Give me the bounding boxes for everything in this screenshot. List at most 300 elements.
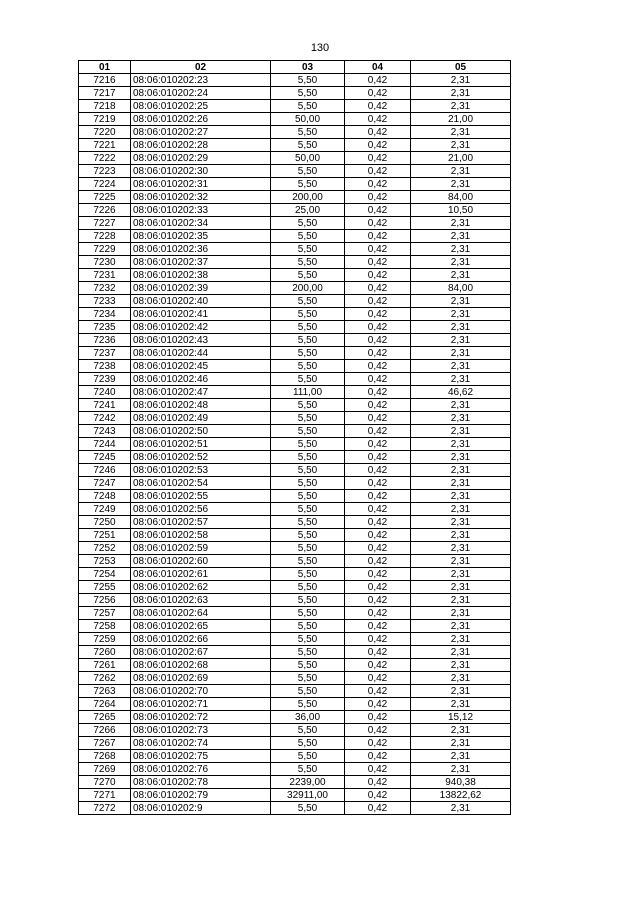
amount-cell: 2,31 xyxy=(411,542,511,555)
table-row xyxy=(79,581,511,594)
row-number-cell: 7259 xyxy=(79,633,131,646)
rate-cell: 0,42 xyxy=(345,750,411,763)
amount-cell: 2,31 xyxy=(411,737,511,750)
area-cell: 32911,00 xyxy=(271,789,345,802)
cadastral-number-cell: 08:06:010202:34 xyxy=(131,217,271,230)
area-cell: 5,50 xyxy=(271,477,345,490)
area-cell: 5,50 xyxy=(271,646,345,659)
area-cell: 5,50 xyxy=(271,243,345,256)
area-cell: 5,50 xyxy=(271,126,345,139)
rate-cell: 0,42 xyxy=(345,555,411,568)
amount-cell: 2,31 xyxy=(411,750,511,763)
area-cell: 5,50 xyxy=(271,620,345,633)
row-number-cell: 7220 xyxy=(79,126,131,139)
row-number-cell: 7232 xyxy=(79,282,131,295)
area-cell: 5,50 xyxy=(271,347,345,360)
area-cell: 5,50 xyxy=(271,217,345,230)
table-row xyxy=(79,243,511,256)
rate-cell: 0,42 xyxy=(345,672,411,685)
rate-cell: 0,42 xyxy=(345,607,411,620)
area-cell: 5,50 xyxy=(271,750,345,763)
amount-cell: 2,31 xyxy=(411,490,511,503)
table-row xyxy=(79,399,511,412)
table-row xyxy=(79,750,511,763)
table-row xyxy=(79,295,511,308)
cadastral-number-cell: 08:06:010202:31 xyxy=(131,178,271,191)
amount-cell: 2,31 xyxy=(411,100,511,113)
rate-cell: 0,42 xyxy=(345,802,411,815)
row-number-cell: 7228 xyxy=(79,230,131,243)
row-number-cell: 7245 xyxy=(79,451,131,464)
row-number-cell: 7233 xyxy=(79,295,131,308)
amount-cell: 2,31 xyxy=(411,672,511,685)
rate-cell: 0,42 xyxy=(345,698,411,711)
row-number-cell: 7254 xyxy=(79,568,131,581)
cadastral-number-cell: 08:06:010202:68 xyxy=(131,659,271,672)
rate-cell: 0,42 xyxy=(345,243,411,256)
row-number-cell: 7223 xyxy=(79,165,131,178)
rate-cell: 0,42 xyxy=(345,321,411,334)
amount-cell: 2,31 xyxy=(411,230,511,243)
amount-cell: 2,31 xyxy=(411,451,511,464)
area-cell: 5,50 xyxy=(271,737,345,750)
amount-cell: 2,31 xyxy=(411,568,511,581)
area-cell: 5,50 xyxy=(271,412,345,425)
area-cell: 5,50 xyxy=(271,425,345,438)
area-cell: 5,50 xyxy=(271,308,345,321)
row-number-cell: 7237 xyxy=(79,347,131,360)
amount-cell: 2,31 xyxy=(411,139,511,152)
area-cell: 5,50 xyxy=(271,87,345,100)
area-cell: 5,50 xyxy=(271,672,345,685)
area-cell: 5,50 xyxy=(271,698,345,711)
table-row xyxy=(79,217,511,230)
amount-cell: 2,31 xyxy=(411,373,511,386)
row-number-cell: 7247 xyxy=(79,477,131,490)
cadastral-number-cell: 08:06:010202:49 xyxy=(131,412,271,425)
area-cell: 25,00 xyxy=(271,204,345,217)
cadastral-number-cell: 08:06:010202:48 xyxy=(131,399,271,412)
table-row xyxy=(79,126,511,139)
amount-cell: 2,31 xyxy=(411,243,511,256)
table-row xyxy=(79,438,511,451)
amount-cell: 2,31 xyxy=(411,438,511,451)
rate-cell: 0,42 xyxy=(345,711,411,724)
amount-cell: 2,31 xyxy=(411,399,511,412)
table-row xyxy=(79,529,511,542)
area-cell: 5,50 xyxy=(271,256,345,269)
data-table xyxy=(78,60,511,815)
cadastral-number-cell: 08:06:010202:28 xyxy=(131,139,271,152)
cadastral-number-cell: 08:06:010202:79 xyxy=(131,789,271,802)
amount-cell: 2,31 xyxy=(411,503,511,516)
table-row xyxy=(79,269,511,282)
table-row xyxy=(79,321,511,334)
table-row xyxy=(79,737,511,750)
cadastral-number-cell: 08:06:010202:26 xyxy=(131,113,271,126)
table-row xyxy=(79,802,511,815)
rate-cell: 0,42 xyxy=(345,178,411,191)
rate-cell: 0,42 xyxy=(345,581,411,594)
table-row xyxy=(79,672,511,685)
row-number-cell: 7218 xyxy=(79,100,131,113)
amount-cell: 46,62 xyxy=(411,386,511,399)
cadastral-number-cell: 08:06:010202:75 xyxy=(131,750,271,763)
cadastral-number-cell: 08:06:010202:66 xyxy=(131,633,271,646)
cadastral-number-cell: 08:06:010202:69 xyxy=(131,672,271,685)
rate-cell: 0,42 xyxy=(345,295,411,308)
amount-cell: 21,00 xyxy=(411,113,511,126)
cadastral-number-cell: 08:06:010202:71 xyxy=(131,698,271,711)
area-cell: 5,50 xyxy=(271,74,345,87)
table-row xyxy=(79,74,511,87)
amount-cell: 15,12 xyxy=(411,711,511,724)
row-number-cell: 7268 xyxy=(79,750,131,763)
table-row xyxy=(79,646,511,659)
area-cell: 5,50 xyxy=(271,568,345,581)
table-row xyxy=(79,308,511,321)
column-header-02: 02 xyxy=(131,61,271,74)
table-row xyxy=(79,776,511,789)
amount-cell: 13822,62 xyxy=(411,789,511,802)
row-number-cell: 7253 xyxy=(79,555,131,568)
cadastral-number-cell: 08:06:010202:36 xyxy=(131,243,271,256)
row-number-cell: 7262 xyxy=(79,672,131,685)
row-number-cell: 7230 xyxy=(79,256,131,269)
cadastral-number-cell: 08:06:010202:43 xyxy=(131,334,271,347)
row-number-cell: 7224 xyxy=(79,178,131,191)
cadastral-number-cell: 08:06:010202:56 xyxy=(131,503,271,516)
rate-cell: 0,42 xyxy=(345,789,411,802)
area-cell: 111,00 xyxy=(271,386,345,399)
table-row xyxy=(79,542,511,555)
table-row xyxy=(79,139,511,152)
amount-cell: 2,31 xyxy=(411,724,511,737)
area-cell: 5,50 xyxy=(271,399,345,412)
row-number-cell: 7260 xyxy=(79,646,131,659)
row-number-cell: 7216 xyxy=(79,74,131,87)
table-row xyxy=(79,451,511,464)
area-cell: 5,50 xyxy=(271,763,345,776)
cadastral-number-cell: 08:06:010202:62 xyxy=(131,581,271,594)
area-cell: 5,50 xyxy=(271,724,345,737)
table-row xyxy=(79,256,511,269)
area-cell: 5,50 xyxy=(271,451,345,464)
cadastral-number-cell: 08:06:010202:40 xyxy=(131,295,271,308)
rate-cell: 0,42 xyxy=(345,165,411,178)
row-number-cell: 7248 xyxy=(79,490,131,503)
rate-cell: 0,42 xyxy=(345,87,411,100)
rate-cell: 0,42 xyxy=(345,568,411,581)
cadastral-number-cell: 08:06:010202:54 xyxy=(131,477,271,490)
cadastral-number-cell: 08:06:010202:32 xyxy=(131,191,271,204)
row-number-cell: 7246 xyxy=(79,464,131,477)
column-header-04: 04 xyxy=(345,61,411,74)
amount-cell: 2,31 xyxy=(411,620,511,633)
rate-cell: 0,42 xyxy=(345,438,411,451)
rate-cell: 0,42 xyxy=(345,308,411,321)
amount-cell: 2,31 xyxy=(411,360,511,373)
rate-cell: 0,42 xyxy=(345,230,411,243)
cadastral-number-cell: 08:06:010202:39 xyxy=(131,282,271,295)
row-number-cell: 7243 xyxy=(79,425,131,438)
row-number-cell: 7231 xyxy=(79,269,131,282)
amount-cell: 21,00 xyxy=(411,152,511,165)
table-row xyxy=(79,100,511,113)
area-cell: 200,00 xyxy=(271,191,345,204)
table-row xyxy=(79,555,511,568)
amount-cell: 84,00 xyxy=(411,191,511,204)
table-row xyxy=(79,191,511,204)
cadastral-number-cell: 08:06:010202:65 xyxy=(131,620,271,633)
amount-cell: 2,31 xyxy=(411,87,511,100)
area-cell: 5,50 xyxy=(271,230,345,243)
amount-cell: 2,31 xyxy=(411,477,511,490)
rate-cell: 0,42 xyxy=(345,373,411,386)
area-cell: 5,50 xyxy=(271,581,345,594)
area-cell: 5,50 xyxy=(271,516,345,529)
cadastral-number-cell: 08:06:010202:27 xyxy=(131,126,271,139)
row-number-cell: 7244 xyxy=(79,438,131,451)
row-number-cell: 7227 xyxy=(79,217,131,230)
rate-cell: 0,42 xyxy=(345,100,411,113)
rate-cell: 0,42 xyxy=(345,464,411,477)
amount-cell: 2,31 xyxy=(411,581,511,594)
amount-cell: 10,50 xyxy=(411,204,511,217)
area-cell: 5,50 xyxy=(271,139,345,152)
table-row xyxy=(79,698,511,711)
amount-cell: 2,31 xyxy=(411,685,511,698)
table-row xyxy=(79,282,511,295)
cadastral-number-cell: 08:06:010202:41 xyxy=(131,308,271,321)
amount-cell: 2,31 xyxy=(411,698,511,711)
amount-cell: 2,31 xyxy=(411,555,511,568)
row-number-cell: 7264 xyxy=(79,698,131,711)
amount-cell: 2,31 xyxy=(411,425,511,438)
rate-cell: 0,42 xyxy=(345,451,411,464)
amount-cell: 2,31 xyxy=(411,334,511,347)
amount-cell: 2,31 xyxy=(411,256,511,269)
rate-cell: 0,42 xyxy=(345,477,411,490)
rate-cell: 0,42 xyxy=(345,204,411,217)
row-number-cell: 7252 xyxy=(79,542,131,555)
cadastral-number-cell: 08:06:010202:38 xyxy=(131,269,271,282)
row-number-cell: 7240 xyxy=(79,386,131,399)
table-row xyxy=(79,620,511,633)
rate-cell: 0,42 xyxy=(345,334,411,347)
cadastral-number-cell: 08:06:010202:60 xyxy=(131,555,271,568)
cadastral-number-cell: 08:06:010202:9 xyxy=(131,802,271,815)
table-row xyxy=(79,178,511,191)
cadastral-number-cell: 08:06:010202:63 xyxy=(131,594,271,607)
table-row xyxy=(79,165,511,178)
amount-cell: 2,31 xyxy=(411,178,511,191)
row-number-cell: 7266 xyxy=(79,724,131,737)
table-row xyxy=(79,152,511,165)
table-row xyxy=(79,490,511,503)
area-cell: 5,50 xyxy=(271,633,345,646)
table-row xyxy=(79,204,511,217)
row-number-cell: 7265 xyxy=(79,711,131,724)
rate-cell: 0,42 xyxy=(345,282,411,295)
amount-cell: 2,31 xyxy=(411,269,511,282)
area-cell: 5,50 xyxy=(271,438,345,451)
area-cell: 36,00 xyxy=(271,711,345,724)
amount-cell: 2,31 xyxy=(411,126,511,139)
cadastral-number-cell: 08:06:010202:30 xyxy=(131,165,271,178)
rate-cell: 0,42 xyxy=(345,256,411,269)
amount-cell: 2,31 xyxy=(411,295,511,308)
rate-cell: 0,42 xyxy=(345,620,411,633)
row-number-cell: 7256 xyxy=(79,594,131,607)
cadastral-number-cell: 08:06:010202:42 xyxy=(131,321,271,334)
cadastral-number-cell: 08:06:010202:72 xyxy=(131,711,271,724)
rate-cell: 0,42 xyxy=(345,776,411,789)
row-number-cell: 7255 xyxy=(79,581,131,594)
table-row xyxy=(79,386,511,399)
cadastral-number-cell: 08:06:010202:25 xyxy=(131,100,271,113)
table-row xyxy=(79,568,511,581)
amount-cell: 2,31 xyxy=(411,74,511,87)
table-row xyxy=(79,464,511,477)
rate-cell: 0,42 xyxy=(345,633,411,646)
area-cell: 50,00 xyxy=(271,113,345,126)
row-number-cell: 7263 xyxy=(79,685,131,698)
column-header-05: 05 xyxy=(411,61,511,74)
area-cell: 5,50 xyxy=(271,555,345,568)
row-number-cell: 7238 xyxy=(79,360,131,373)
row-number-cell: 7225 xyxy=(79,191,131,204)
table-row xyxy=(79,711,511,724)
cadastral-number-cell: 08:06:010202:46 xyxy=(131,373,271,386)
table-row xyxy=(79,360,511,373)
table-row xyxy=(79,789,511,802)
area-cell: 5,50 xyxy=(271,607,345,620)
cadastral-number-cell: 08:06:010202:35 xyxy=(131,230,271,243)
area-cell: 5,50 xyxy=(271,360,345,373)
rate-cell: 0,42 xyxy=(345,724,411,737)
cadastral-number-cell: 08:06:010202:78 xyxy=(131,776,271,789)
area-cell: 5,50 xyxy=(271,594,345,607)
cadastral-number-cell: 08:06:010202:57 xyxy=(131,516,271,529)
amount-cell: 2,31 xyxy=(411,217,511,230)
cadastral-number-cell: 08:06:010202:61 xyxy=(131,568,271,581)
cadastral-number-cell: 08:06:010202:37 xyxy=(131,256,271,269)
table-row xyxy=(79,607,511,620)
cadastral-number-cell: 08:06:010202:23 xyxy=(131,74,271,87)
amount-cell: 2,31 xyxy=(411,516,511,529)
row-number-cell: 7235 xyxy=(79,321,131,334)
row-number-cell: 7221 xyxy=(79,139,131,152)
rate-cell: 0,42 xyxy=(345,685,411,698)
amount-cell: 2,31 xyxy=(411,633,511,646)
table-row xyxy=(79,659,511,672)
area-cell: 5,50 xyxy=(271,490,345,503)
amount-cell: 2,31 xyxy=(411,659,511,672)
row-number-cell: 7261 xyxy=(79,659,131,672)
row-number-cell: 7272 xyxy=(79,802,131,815)
row-number-cell: 7219 xyxy=(79,113,131,126)
area-cell: 50,00 xyxy=(271,152,345,165)
rate-cell: 0,42 xyxy=(345,152,411,165)
table-row xyxy=(79,347,511,360)
cadastral-number-cell: 08:06:010202:44 xyxy=(131,347,271,360)
cadastral-number-cell: 08:06:010202:76 xyxy=(131,763,271,776)
rate-cell: 0,42 xyxy=(345,139,411,152)
rate-cell: 0,42 xyxy=(345,516,411,529)
table-row xyxy=(79,412,511,425)
row-number-cell: 7226 xyxy=(79,204,131,217)
area-cell: 5,50 xyxy=(271,100,345,113)
amount-cell: 2,31 xyxy=(411,321,511,334)
area-cell: 5,50 xyxy=(271,685,345,698)
row-number-cell: 7236 xyxy=(79,334,131,347)
row-number-cell: 7251 xyxy=(79,529,131,542)
cadastral-number-cell: 08:06:010202:24 xyxy=(131,87,271,100)
table-row xyxy=(79,113,511,126)
table-row xyxy=(79,724,511,737)
amount-cell: 940,38 xyxy=(411,776,511,789)
amount-cell: 2,31 xyxy=(411,308,511,321)
table-row xyxy=(79,633,511,646)
rate-cell: 0,42 xyxy=(345,74,411,87)
rate-cell: 0,42 xyxy=(345,399,411,412)
row-number-cell: 7234 xyxy=(79,308,131,321)
area-cell: 5,50 xyxy=(271,269,345,282)
rate-cell: 0,42 xyxy=(345,386,411,399)
cadastral-number-cell: 08:06:010202:74 xyxy=(131,737,271,750)
rate-cell: 0,42 xyxy=(345,594,411,607)
amount-cell: 2,31 xyxy=(411,607,511,620)
row-number-cell: 7267 xyxy=(79,737,131,750)
rate-cell: 0,42 xyxy=(345,646,411,659)
area-cell: 5,50 xyxy=(271,334,345,347)
amount-cell: 84,00 xyxy=(411,282,511,295)
table-row xyxy=(79,763,511,776)
area-cell: 200,00 xyxy=(271,282,345,295)
area-cell: 5,50 xyxy=(271,529,345,542)
row-number-cell: 7229 xyxy=(79,243,131,256)
table-row xyxy=(79,477,511,490)
cadastral-number-cell: 08:06:010202:53 xyxy=(131,464,271,477)
area-cell: 5,50 xyxy=(271,542,345,555)
area-cell: 5,50 xyxy=(271,373,345,386)
row-number-cell: 7239 xyxy=(79,373,131,386)
row-number-cell: 7250 xyxy=(79,516,131,529)
area-cell: 5,50 xyxy=(271,295,345,308)
row-number-cell: 7222 xyxy=(79,152,131,165)
cadastral-number-cell: 08:06:010202:73 xyxy=(131,724,271,737)
cadastral-number-cell: 08:06:010202:33 xyxy=(131,204,271,217)
cadastral-number-cell: 08:06:010202:29 xyxy=(131,152,271,165)
rate-cell: 0,42 xyxy=(345,737,411,750)
rate-cell: 0,42 xyxy=(345,347,411,360)
rate-cell: 0,42 xyxy=(345,490,411,503)
rate-cell: 0,42 xyxy=(345,360,411,373)
cadastral-number-cell: 08:06:010202:47 xyxy=(131,386,271,399)
amount-cell: 2,31 xyxy=(411,802,511,815)
amount-cell: 2,31 xyxy=(411,646,511,659)
area-cell: 5,50 xyxy=(271,659,345,672)
table-header-row xyxy=(79,61,511,74)
amount-cell: 2,31 xyxy=(411,763,511,776)
table-row xyxy=(79,503,511,516)
cadastral-number-cell: 08:06:010202:70 xyxy=(131,685,271,698)
table-row xyxy=(79,516,511,529)
cadastral-number-cell: 08:06:010202:67 xyxy=(131,646,271,659)
row-number-cell: 7217 xyxy=(79,87,131,100)
row-number-cell: 7257 xyxy=(79,607,131,620)
